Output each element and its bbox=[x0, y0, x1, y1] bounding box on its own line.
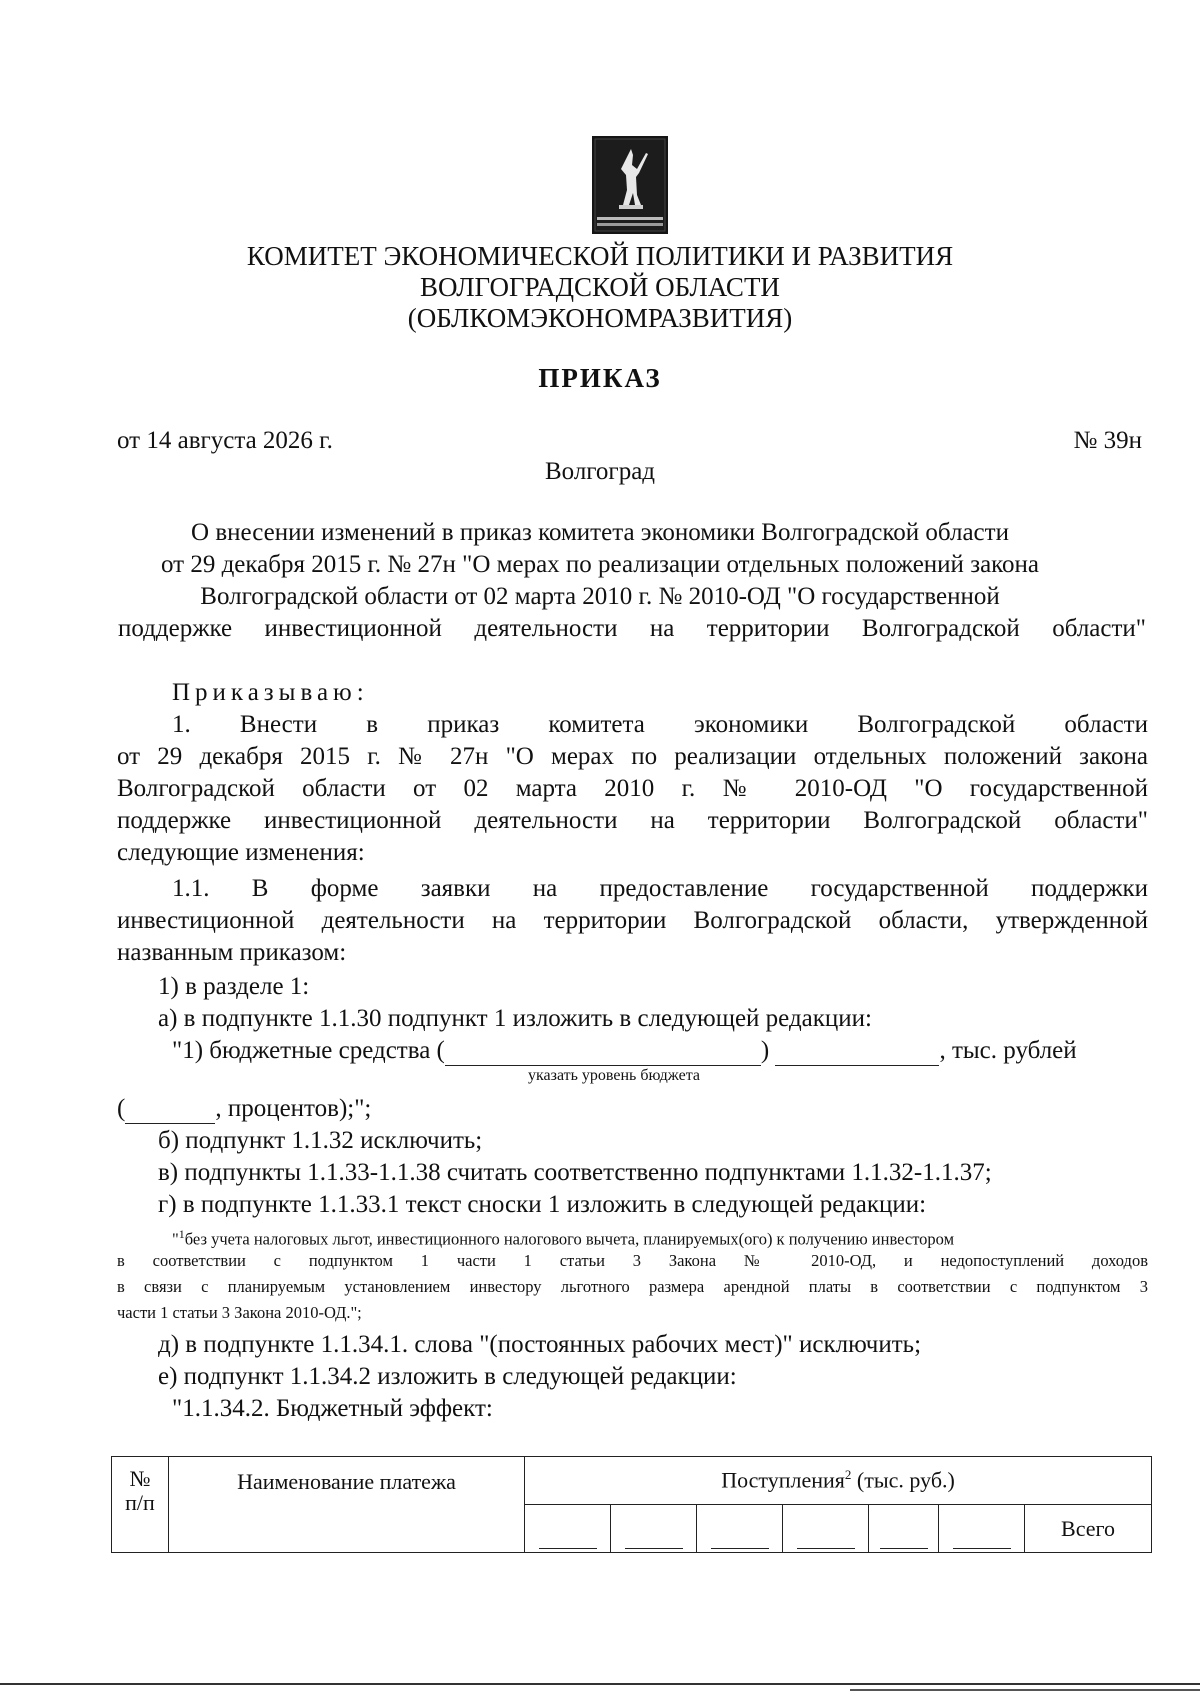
item-v: в) подпункты 1.1.33-1.1.38 считать соответственно подпунктами 1.1.32-1.1.37; bbox=[158, 1159, 992, 1186]
table-header-total: Всего bbox=[1025, 1505, 1152, 1553]
paragraph-1-line2: от 29 декабря 2015 г. № 27н "О мерах по реализации отдельных положений закона bbox=[117, 743, 1148, 770]
footnote-line1: "$^1$без учета налоговых льгот, инвестиционного налогового вычета, планируемых(ого) к получению инвестором bbox=[172, 1227, 955, 1249]
document-type: ПРИКАЗ bbox=[538, 363, 662, 393]
table-header-receipts: Поступления$^2$ (тыс. руб.) bbox=[525, 1457, 1152, 1505]
paragraph-1-line3: Волгоградской области от 02 марта 2010 г. № 2010-ОД "О государственной bbox=[117, 775, 1148, 802]
paragraph-1-line1: 1. Внести в приказ комитета экономики Волгоградской области bbox=[172, 711, 1148, 738]
table-header-year-blank bbox=[939, 1505, 1025, 1553]
item-e: е) подпункт 1.1.34.2 изложить в следующей редакции: bbox=[158, 1363, 737, 1390]
budget-suffix: , тыс. рублей bbox=[939, 1037, 1077, 1064]
item-a: а) в подпункте 1.1.30 подпункт 1 изложить в следующей редакции: bbox=[158, 1005, 872, 1032]
footnote-line3: в связи с планируемым установлением инвестору льготного размера арендной платы в соответствии с подпунктом 3 bbox=[117, 1277, 1148, 1296]
table-header-number: № п/п bbox=[112, 1457, 169, 1553]
budget-level-blank bbox=[445, 1036, 761, 1066]
table-header-year-blank bbox=[783, 1505, 869, 1553]
paragraph-1-1-line2: инвестиционной деятельности на территории Волгоградской области, утвержденной bbox=[117, 907, 1148, 934]
budget-effect-heading: "1.1.34.2. Бюджетный эффект: bbox=[172, 1395, 493, 1422]
volgograd-coat-of-arms-icon bbox=[591, 135, 669, 235]
title-line2: от 29 декабря 2015 г. № 27н "О мерах по реализации отдельных положений закона bbox=[160, 551, 1040, 578]
item-g: г) в подпункте 1.1.33.1 текст сноски 1 изложить в следующей редакции: bbox=[158, 1191, 927, 1218]
org-name-line2: ВОЛГОГРАДСКОЙ ОБЛАСТИ bbox=[420, 272, 780, 302]
table-header-year-blank bbox=[697, 1505, 783, 1553]
document-date: от 14 августа 2026 г. bbox=[117, 427, 333, 454]
paragraph-1-1-line3: названным приказом: bbox=[117, 939, 347, 966]
scan-edge-line bbox=[850, 1689, 1200, 1691]
order-word: Приказываю: bbox=[172, 679, 369, 706]
budget-amount-blank bbox=[775, 1036, 939, 1066]
budget-hint: указать уровень бюджета bbox=[528, 1067, 701, 1084]
footnote-line4: части 1 статьи 3 Закона 2010-ОД."; bbox=[117, 1303, 362, 1322]
table-header-year-blank bbox=[869, 1505, 939, 1553]
budget-effect-table bbox=[111, 1456, 1152, 1553]
org-name-line1: КОМИТЕТ ЭКОНОМИЧЕСКОЙ ПОЛИТИКИ И РАЗВИТИЯ bbox=[246, 241, 954, 271]
paragraph-1-line4: поддержке инвестиционной деятельности на территории Волгоградской области" bbox=[117, 807, 1148, 834]
paragraph-1-1-line1: 1.1. В форме заявки на предоставление государственной поддержки bbox=[172, 875, 1148, 902]
percent-blank bbox=[125, 1094, 215, 1124]
paragraph-1-line5: следующие изменения: bbox=[117, 839, 365, 866]
document-city: Волгоград bbox=[544, 458, 656, 485]
item-d: д) в подпункте 1.1.34.1. слова "(постоянных рабочих мест)" исключить; bbox=[158, 1331, 922, 1358]
table-header-year-blank bbox=[525, 1505, 611, 1553]
table-header-year-blank bbox=[611, 1505, 697, 1553]
budget-prefix: "1) бюджетные средства ( bbox=[172, 1037, 445, 1064]
scan-edge-line bbox=[0, 1683, 1200, 1685]
title-line4: поддержке инвестиционной деятельности на территории Волгоградской области" bbox=[118, 615, 1146, 642]
percent-suffix: , процентов);"; bbox=[215, 1095, 372, 1122]
subsection-1: 1) в разделе 1: bbox=[158, 973, 310, 1000]
org-name-line3: (ОБЛКОМЭКОНОМРАЗВИТИЯ) bbox=[407, 303, 793, 333]
table-header-payment-name: Наименование платежа bbox=[169, 1457, 525, 1553]
title-line3: Волгоградской области от 02 марта 2010 г. № 2010-ОД "О государственной bbox=[200, 583, 1000, 610]
title-line1: О внесении изменений в приказ комитета экономики Волгоградской области bbox=[191, 519, 1009, 546]
item-b: б) подпункт 1.1.32 исключить; bbox=[158, 1127, 483, 1154]
document-number: № 39н bbox=[1073, 427, 1142, 454]
budget-line: "1) бюджетные средства ( ) , тыс. рублей bbox=[172, 1037, 1077, 1064]
footnote-line2: в соответствии с подпунктом 1 части 1 статьи 3 Закона № 2010-ОД, и недопоступлений доходов bbox=[117, 1251, 1148, 1270]
percent-line: ( , процентов);"; bbox=[117, 1095, 372, 1122]
